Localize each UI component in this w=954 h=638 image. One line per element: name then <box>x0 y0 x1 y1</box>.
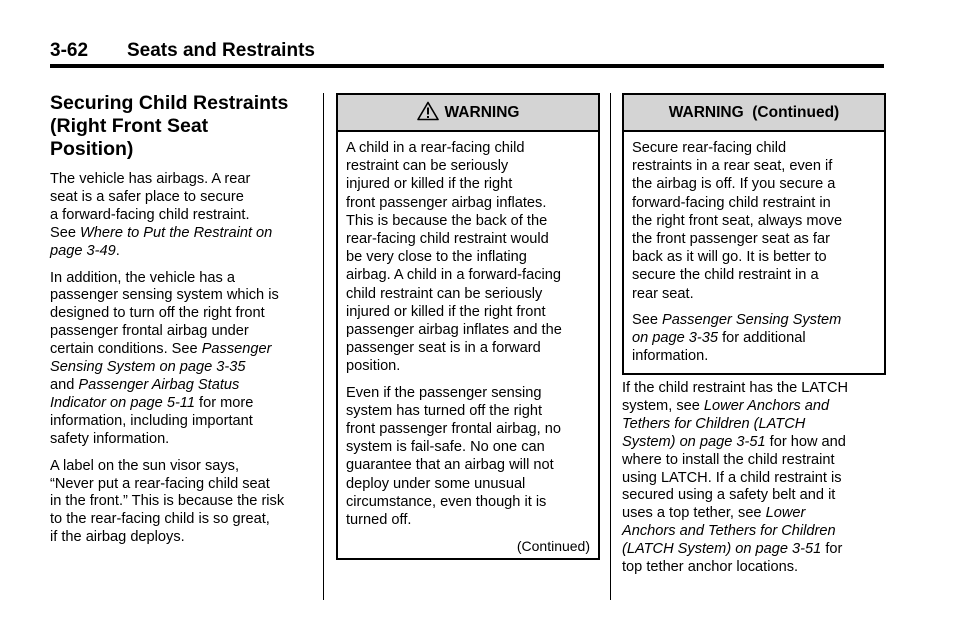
paragraph-sensing-system: In addition, the vehicle has a passenger sensing system which is designed to turn off the right front passenger frontal airbag under certain conditions. See Passenger Sensing System on page 3-35 and Passenger Airbag Status Indicator on page 5-11 for more information, including important safety information. <box>50 269 279 447</box>
cross-reference-link[interactable]: Anchors and Tethers for Children <box>622 523 836 540</box>
cross-reference-link[interactable]: Lower <box>765 505 806 522</box>
cross-reference-link[interactable]: Passenger Airbag Status <box>78 376 240 393</box>
continued-label: (Continued) <box>516 538 590 555</box>
warning-body: Secure rear-facing child restraints in a rear seat, even if the airbag is off. If you secure a forward-facing child restraint in the right front seat, always move the front passenger seat as far back as it will go. It is better to secure the child restraint in a rear seat. See Passenger Sensing System on page 3-35 for additional information. <box>632 140 843 365</box>
cross-reference-link[interactable]: Passenger <box>201 341 272 358</box>
cross-reference-link[interactable]: Where to Put the Restraint <box>80 224 252 241</box>
cross-reference-link[interactable]: Passenger Sensing System <box>662 311 842 328</box>
page-header <box>50 38 884 68</box>
warning-continued-box <box>622 93 886 375</box>
warning-title: WARNING (Continued) <box>668 103 840 121</box>
paragraph-airbags: The vehicle has airbags. A rear seat is a safer place to secure a forward-facing child restraint. See Where to Put the Restraint on page 3-49. <box>50 171 273 259</box>
warning-header <box>338 95 598 132</box>
cross-reference-link[interactable]: page 3-49 <box>50 242 116 259</box>
warning-triangle-icon <box>417 101 439 121</box>
page-number: 3-62 <box>50 40 89 61</box>
section-title: Seats and Restraints <box>127 40 315 61</box>
column-right-text <box>622 380 887 586</box>
cross-reference-link[interactable]: Lower Anchors and <box>703 397 830 414</box>
warning-box <box>336 93 600 560</box>
warning-body: A child in a rear-facing child restraint can be seriously injured or killed if the right front passenger airbag inflates. This is because the back of the rear-facing child restraint would be very close to the inflating airbag. A child in a forward-facing child restraint can be seriously injured or killed if the right front passenger airbag inflates and the passenger seat is in a forward position. Even if the passenger sensing system has turned off the right front passenger frontal airbag, no system is fail-safe. No one can guarantee that an airbag will not deploy under some unusual circumstance, even though it is turned off. (Continued) <box>346 140 590 555</box>
paragraph-sun-visor: A label on the sun visor says, “Never put a rear-facing child seat in the front.” This is because the risk to the rear-facing child is so great, if the airbag deploys. <box>50 457 285 546</box>
cross-reference-link[interactable]: Tethers for Children (LATCH <box>622 415 806 432</box>
paragraph-latch: If the child restraint has the LATCH system, see Lower Anchors and Tethers for Children (LATCH System) on page 3-51 for how and where to install the child restraint using LATCH. If a child restraint is secured using a safety belt and it uses a top tether, see Lower Anchors and Tethers for Children (LATCH System) on page 3-51 for top tether anchor locations. <box>622 380 849 576</box>
column-divider <box>610 93 611 600</box>
cross-reference-link[interactable]: (LATCH System) on page 3-51 <box>622 541 822 558</box>
cross-reference-link[interactable]: on page 3-35 <box>632 330 719 347</box>
cross-reference-link[interactable]: Sensing System on page 3-35 <box>50 359 246 376</box>
warning-title: WARNING <box>444 103 520 121</box>
cross-reference-link[interactable]: System) on page 3-51 <box>622 433 766 450</box>
column-divider <box>323 93 324 600</box>
warning-header <box>624 95 884 132</box>
page-title: Securing Child Restraints (Right Front Seat Position) <box>50 92 289 160</box>
cross-reference-link[interactable]: Indicator on page 5-11 <box>50 394 195 411</box>
column-left <box>50 92 315 556</box>
